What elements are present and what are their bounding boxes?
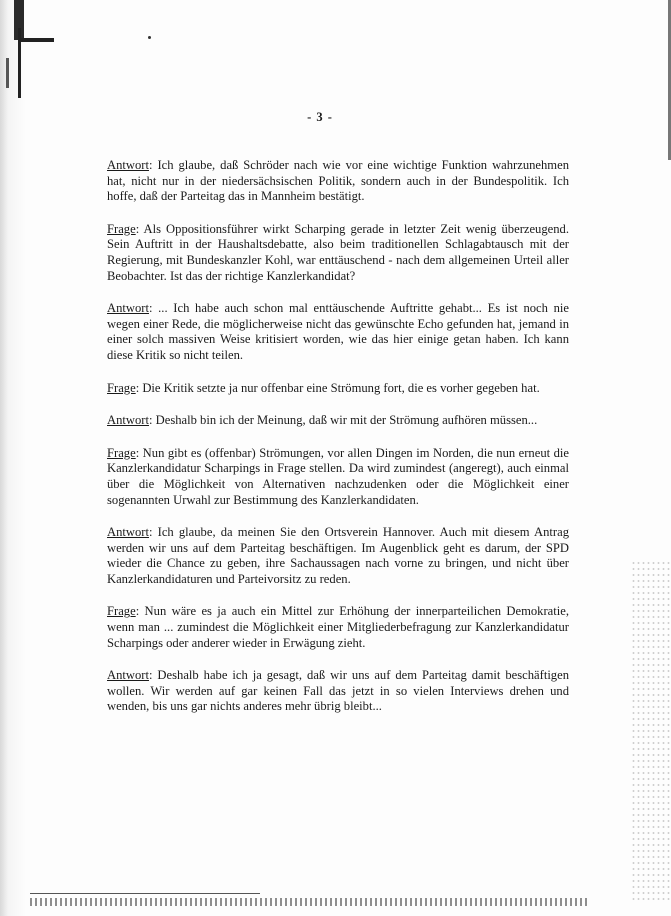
scan-bottom-edge bbox=[30, 898, 590, 906]
paragraph-6 bbox=[107, 446, 569, 508]
paragraph-text: : Nun wäre es ja auch ein Mittel zur Erhöhung der innerparteilichen Demokratie, wenn man ... zumindest die Möglichkeit einer Mitgliederbefragung zur Kanzlerkandidatur Scharpings oder anderer wieder in Erwägung zieht. bbox=[107, 604, 569, 650]
paragraph-9 bbox=[107, 668, 569, 715]
paragraph-2 bbox=[107, 222, 569, 284]
scan-left-mark bbox=[6, 58, 9, 88]
paragraph-text: : Deshalb habe ich ja gesagt, daß wir uns auf dem Parteitag damit beschäftigen wollen. Wir werden auf gar keinen Fall das jetzt in so vielen Interviews drehen und wenden, bis uns gar nichts anderes mehr übrig bleibt... bbox=[107, 668, 569, 714]
paragraph-text: : Ich glaube, da meinen Sie den Ortsverein Hannover. Auch mit diesem Antrag werden wir uns auf dem Parteitag beschäftigen. Im Augenblick geht es darum, der SPD wieder die Chance zu geben, ihre Sachaussagen nach vorne zu bringen, und nicht über Kanzlerkandidaturen und Parteivorsitz zu reden. bbox=[107, 525, 569, 586]
paragraph-text: : Nun gibt es (offenbar) Strömungen, vor allen Dingen im Norden, die nun erneut die Kanzlerkandidatur Scharpings in Frage stellen. Da wird zumindest (angeregt), auch einmal über die Möglichkeit von Alternativen nachzudenken oder die Möglichkeit einer sogenannten Urwahl zur Bestimmung des Kanzlerkandidaten. bbox=[107, 445, 569, 507]
speaker-label: Frage bbox=[107, 221, 136, 236]
scan-right-edge-noise bbox=[631, 560, 671, 900]
paragraph-1 bbox=[107, 158, 569, 205]
scan-dot bbox=[148, 36, 151, 39]
speaker-label: Antwort bbox=[107, 301, 149, 316]
speaker-label: Antwort bbox=[107, 525, 149, 540]
paragraph-8 bbox=[107, 604, 569, 651]
paragraph-text: : Die Kritik setzte ja nur offenbar eine Strömung fort, die es vorher gegeben hat. bbox=[135, 380, 540, 395]
paragraph-text: : Ich glaube, daß Schröder nach wie vor eine wichtige Funktion wahrzunehmen hat, nicht nur in der niedersächsischen Politik, sondern auch in der Bundespolitik. Ich hoffe, daß der Parteitag das in Mannheim bestätigt. bbox=[107, 158, 569, 204]
paragraph-text: : Als Oppositionsführer wirkt Scharping gerade in letzter Zeit wenig überzeugend. Sein Auftritt in der Haushaltsdebatte, also beim traditionellen Schlagabtausch mit der Regierung, mit Bundeskanzler Kohl, war enttäuschend - nach dem allgemeinen Urteil aller Beobachter. Ist das der richtige Kanzlerkandidat? bbox=[107, 221, 569, 283]
page-number: - 3 - bbox=[307, 110, 333, 124]
paragraph-4 bbox=[107, 381, 569, 397]
speaker-label: Frage bbox=[107, 380, 136, 395]
paragraph-text: : Deshalb bin ich der Meinung, daß wir mit der Strömung aufhören müssen... bbox=[148, 413, 538, 428]
speaker-label: Antwort bbox=[107, 158, 149, 172]
scan-left-tick bbox=[18, 38, 54, 42]
paragraph-7 bbox=[107, 525, 569, 587]
speaker-label: Antwort bbox=[107, 413, 149, 428]
paragraph-3 bbox=[107, 301, 569, 363]
paragraph-text: : ... Ich habe auch schon mal enttäuschende Auftritte gehabt... Es ist noch nie wegen einer Rede, die möglicherweise nicht das gewünschte Echo gefunden hat, jemand in einer solch massiven Weise kritisiert worden, wie das hier einige getan haben. Ich kann diese Kritik so nicht teilen. bbox=[107, 301, 569, 362]
speaker-label: Frage bbox=[107, 445, 136, 460]
scan-left-edge bbox=[0, 0, 26, 916]
speaker-label: Frage bbox=[107, 604, 136, 619]
scan-bottom-line bbox=[30, 893, 260, 894]
paragraph-5 bbox=[107, 413, 569, 429]
speaker-label: Antwort bbox=[107, 668, 149, 683]
interview-text bbox=[107, 158, 569, 732]
